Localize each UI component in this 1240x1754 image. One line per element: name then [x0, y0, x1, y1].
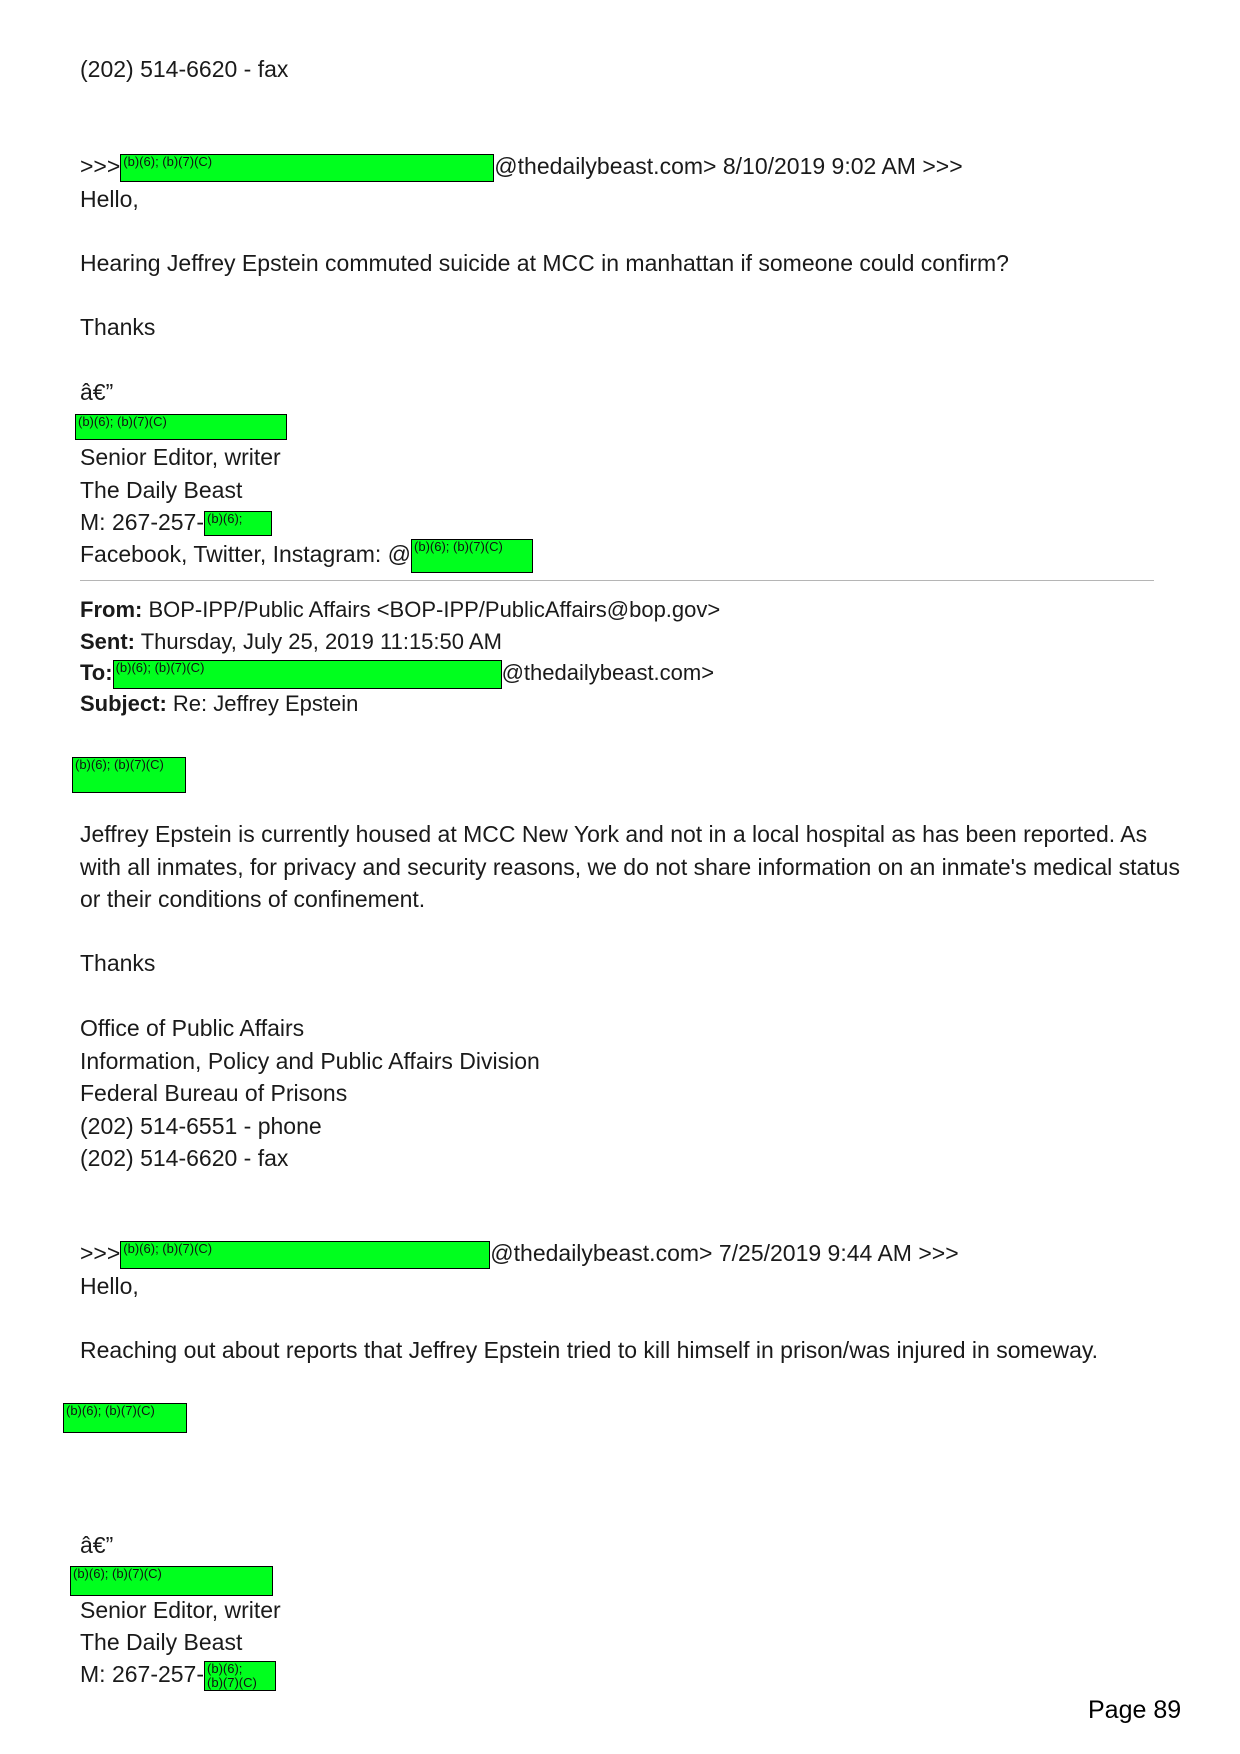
- email-to: To: (b)(6); (b)(7)(C) @thedailybeast.com>: [80, 657, 714, 689]
- redaction-box-closing: (b)(6); (b)(7)(C): [63, 1403, 187, 1433]
- signature-title: Senior Editor, writer: [80, 1597, 281, 1623]
- message-body: Reaching out about reports that Jeffrey Epstein tried to kill himself in prison/was injured in someway.: [80, 1337, 1099, 1363]
- signature-title: Senior Editor, writer: [80, 444, 281, 470]
- reply-thanks: Thanks: [80, 950, 156, 976]
- reply-sig-fax: (202) 514-6620 - fax: [80, 1145, 289, 1171]
- quote-header-1: [80, 151, 963, 182]
- quote-header-2: [80, 1238, 959, 1269]
- thanks-text: Thanks: [80, 314, 156, 340]
- quote-prefix: >>>: [80, 1240, 121, 1266]
- reply-sig-bureau: Federal Bureau of Prisons: [80, 1080, 348, 1106]
- email-subject: Subject: Re: Jeffrey Epstein: [80, 691, 359, 716]
- page-number: Page 89: [1088, 1696, 1182, 1724]
- redaction-box-salutation: (b)(6); (b)(7)(C): [72, 757, 186, 793]
- greeting: Hello,: [80, 1273, 139, 1299]
- fax-line-top: (202) 514-6620 - fax: [80, 56, 289, 82]
- sender-domain-date: @thedailybeast.com> 7/25/2019 9:44 AM >>>: [490, 1240, 959, 1266]
- signature-social: Facebook, Twitter, Instagram: @ (b)(6); (b)(7)(C): [80, 539, 533, 573]
- email-from: From: BOP-IPP/Public Affairs <BOP-IPP/PublicAffairs@bop.gov>: [80, 597, 721, 622]
- redaction-box-to: (b)(6); (b)(7)(C): [113, 660, 502, 689]
- email-sent: Sent: Thursday, July 25, 2019 11:15:50 AM: [80, 629, 502, 654]
- reply-sig-office: Office of Public Affairs: [80, 1015, 305, 1041]
- reply-sig-phone: (202) 514-6551 - phone: [80, 1113, 322, 1139]
- signature-dash: â€”: [80, 379, 114, 405]
- redaction-box-signature-name: (b)(6); (b)(7)(C): [75, 414, 287, 440]
- divider: [80, 580, 1154, 581]
- sender-domain-date: @thedailybeast.com> 8/10/2019 9:02 AM >>>: [494, 153, 963, 179]
- message-body: Hearing Jeffrey Epstein commuted suicide at MCC in manhattan if someone could confirm?: [80, 250, 1009, 276]
- redaction-box-social: (b)(6); (b)(7)(C): [411, 539, 533, 573]
- quote-prefix: >>>: [80, 153, 121, 179]
- redaction-box-signature-name: (b)(6); (b)(7)(C): [70, 1566, 273, 1596]
- redaction-box: (b)(6); (b)(7)(C): [120, 154, 494, 182]
- redaction-box: (b)(6); (b)(7)(C): [120, 1241, 490, 1269]
- redaction-box-phone: (b)(6);: [204, 511, 272, 536]
- redaction-box-phone: (b)(6); (b)(7)(C): [204, 1661, 276, 1691]
- signature-org: The Daily Beast: [80, 477, 243, 503]
- reply-body: Jeffrey Epstein is currently housed at MCC New York and not in a local hospital as has been reported. As with all inmates, for privacy and security reasons, we do not share information on an inmate's medical status or their conditions of confinement.: [80, 821, 1180, 912]
- signature-dash: â€”: [80, 1532, 114, 1558]
- signature-phone: M: 267-257- (b)(6); (b)(7)(C): [80, 1659, 276, 1691]
- signature-org: The Daily Beast: [80, 1629, 243, 1655]
- greeting: Hello,: [80, 186, 139, 212]
- signature-phone: M: 267-257- (b)(6);: [80, 507, 272, 537]
- reply-sig-division: Information, Policy and Public Affairs Division: [80, 1048, 540, 1074]
